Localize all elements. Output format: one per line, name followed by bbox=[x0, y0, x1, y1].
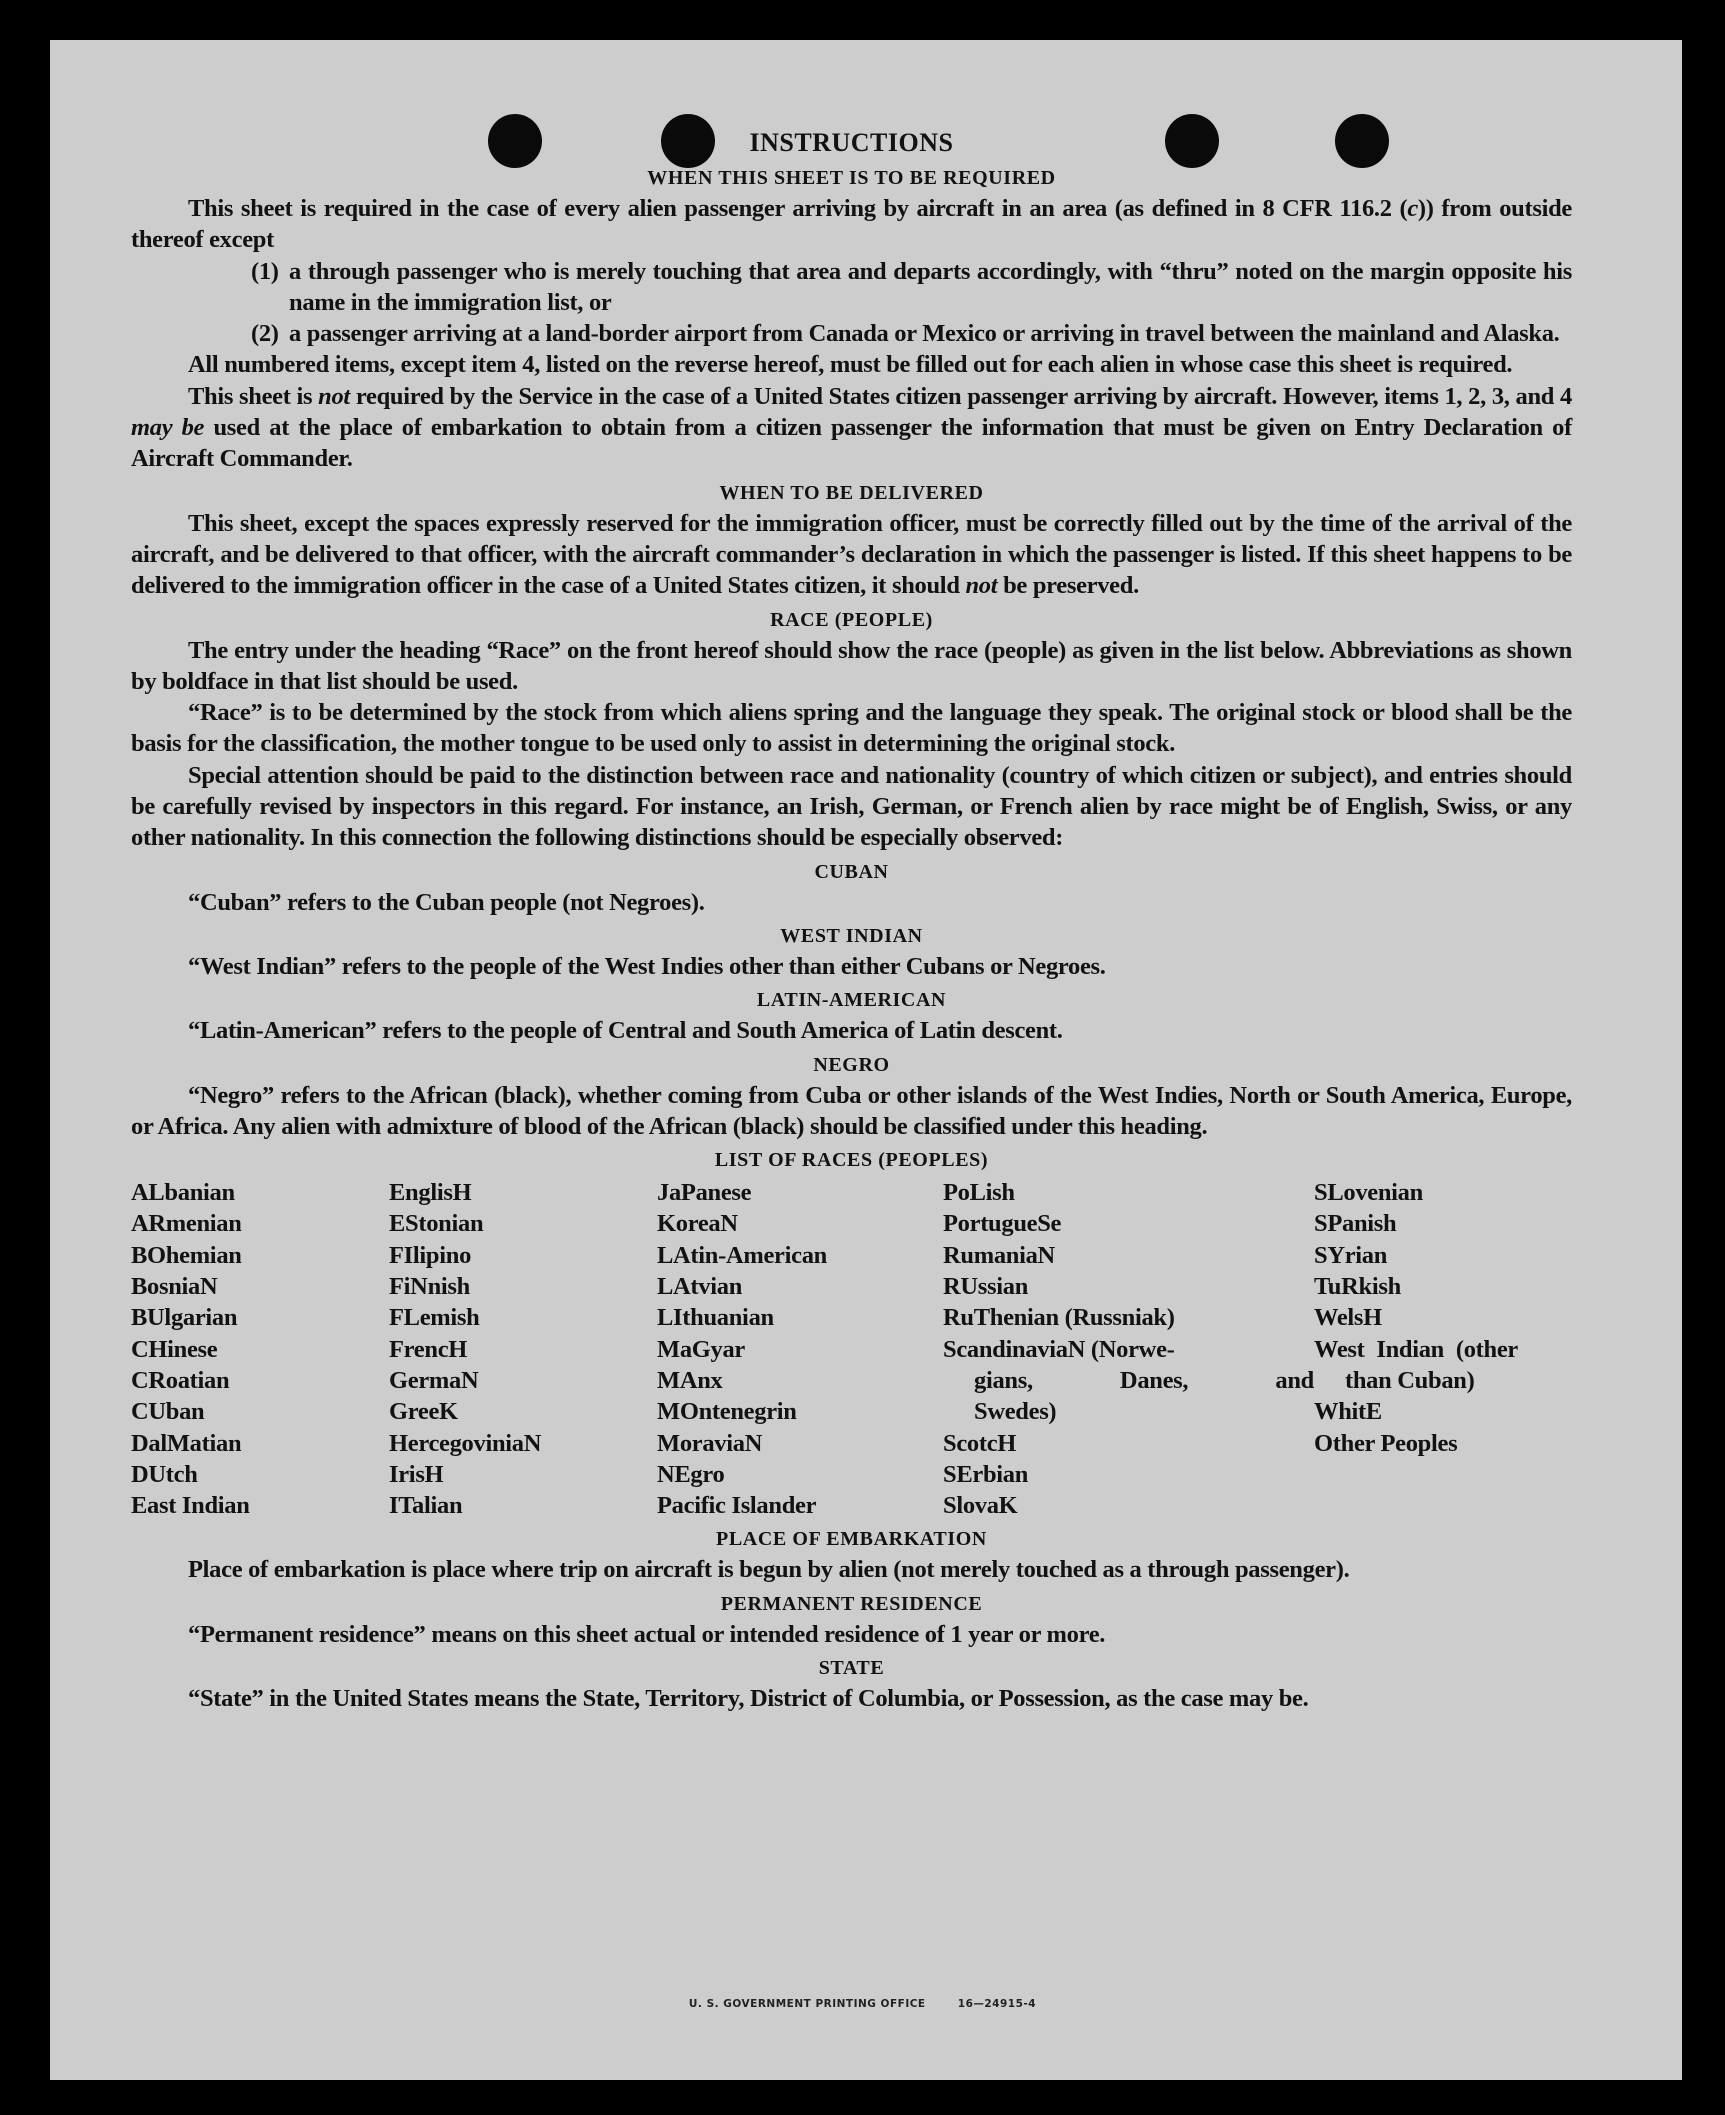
race-column bbox=[657, 1177, 943, 1521]
text-run: “Permanent residence” means on this sheet actual or intended residence of 1 year or more. bbox=[188, 1620, 1106, 1648]
paragraph bbox=[131, 1683, 1572, 1714]
item-text bbox=[289, 318, 1560, 349]
race-column bbox=[1314, 1177, 1572, 1521]
text-run: “Latin-American” refers to the people of Central and South America of Latin descent. bbox=[188, 1017, 1063, 1045]
item-number: (2) bbox=[251, 320, 279, 348]
race-entry: HercegoviniaN bbox=[389, 1429, 542, 1457]
paragraph bbox=[131, 193, 1572, 256]
race-column bbox=[943, 1177, 1314, 1521]
race-entry: FrencH bbox=[389, 1335, 468, 1363]
race-entry: CRoatian bbox=[131, 1366, 230, 1394]
paragraph bbox=[131, 951, 1572, 982]
paragraph bbox=[131, 635, 1572, 698]
section-heading: WHEN TO BE DELIVERED bbox=[719, 481, 984, 504]
race-entry bbox=[943, 1334, 1314, 1428]
after-sections bbox=[131, 1524, 1572, 1714]
race-entry: ALbanian bbox=[131, 1179, 235, 1207]
race-column bbox=[131, 1177, 389, 1521]
text-run: Special attention should be paid to the distinction between race and nationality (country of which citizen or subject), and entries should be carefully revised by inspectors in this regard. For instance, an Irish, German, or French alien by race might be of English, Swiss, or any other nationality. In this connection the following distinctions should be especially observed: bbox=[131, 761, 1572, 852]
race-entry: SYrian bbox=[1314, 1241, 1388, 1269]
race-entry: MoraviaN bbox=[657, 1429, 763, 1457]
race-entry: PoLish bbox=[943, 1179, 1015, 1207]
race-entry: East Indian bbox=[131, 1492, 250, 1520]
race-entry-line: gians, Danes, and bbox=[974, 1366, 1314, 1394]
race-entry: MAnx bbox=[657, 1366, 723, 1394]
race-entry: SErbian bbox=[943, 1460, 1029, 1488]
form-number: 16—24915-4 bbox=[957, 1998, 1037, 2010]
item-number: (1) bbox=[251, 257, 279, 285]
text-run: This sheet is required in the case of every alien passenger arriving by aircraft in an area (as defined in 8 CFR 116.2 ( bbox=[188, 195, 1408, 222]
race-entry: BUlgarian bbox=[131, 1304, 238, 1332]
race-column bbox=[389, 1177, 657, 1521]
race-entry: SPanish bbox=[1314, 1210, 1397, 1238]
text-run: required by the Service in the case of a United States citizen passenger arriving by aircraft. However, items 1, 2, 3, and 4 bbox=[349, 382, 1572, 410]
section-heading: PERMANENT RESIDENCE bbox=[720, 1592, 983, 1615]
race-entry: FLemish bbox=[389, 1304, 480, 1332]
text-run: “Cuban” refers to the Cuban people (not Negroes). bbox=[188, 888, 705, 916]
text-run: “State” in the United States means the State, Territory, District of Columbia, or Possession, as the case may be. bbox=[188, 1684, 1309, 1712]
race-entry: Pacific Islander bbox=[657, 1492, 817, 1520]
race-entry: IrisH bbox=[389, 1460, 444, 1488]
text-run: Place of embarkation is place where trip on aircraft is begun by alien (not merely touched as a through passenger). bbox=[188, 1556, 1350, 1584]
section-heading: STATE bbox=[818, 1656, 885, 1679]
race-entry: WelsH bbox=[1314, 1304, 1382, 1332]
race-entry: CHinese bbox=[131, 1335, 218, 1363]
emphasis-text: may be bbox=[131, 414, 205, 442]
race-entry: BosniaN bbox=[131, 1273, 218, 1301]
section-heading: WEST INDIAN bbox=[780, 924, 923, 947]
paragraph bbox=[131, 697, 1572, 760]
text-run: )) from outside thereof except bbox=[131, 195, 1572, 254]
race-entry-line: West Indian (other bbox=[1314, 1335, 1518, 1363]
section-heading: WHEN THIS SHEET IS TO BE REQUIRED bbox=[647, 167, 1056, 189]
paragraph bbox=[131, 349, 1572, 380]
emphasis-text: not bbox=[318, 382, 350, 410]
race-entry: FIlipino bbox=[389, 1241, 472, 1269]
race-entry: MaGyar bbox=[657, 1335, 746, 1363]
footer bbox=[0, 1998, 1725, 2010]
race-entry: TuRkish bbox=[1314, 1273, 1401, 1301]
race-entry: FiNnish bbox=[389, 1273, 470, 1301]
text-run: used at the place of embarkation to obtain from a citizen passenger the information that must be given on Entry Declaration of Aircraft Commander. bbox=[131, 414, 1572, 473]
race-entry: NEgro bbox=[657, 1460, 725, 1488]
race-entry: BOhemian bbox=[131, 1241, 242, 1269]
paragraph bbox=[131, 1554, 1572, 1585]
race-entry: ITalian bbox=[389, 1492, 463, 1520]
emphasis-text: not bbox=[965, 572, 998, 600]
item-text bbox=[289, 256, 1572, 319]
race-entry: MOntenegrin bbox=[657, 1398, 797, 1426]
race-entry: GreeK bbox=[389, 1398, 458, 1426]
race-entry: GermaN bbox=[389, 1366, 479, 1394]
text-run: a through passenger who is merely touching that area and departs accordingly, with “thru” noted on the margin opposite his name in the immigration list, or bbox=[289, 257, 1572, 316]
section-heading: PLACE OF EMBARKATION bbox=[716, 1528, 987, 1551]
sections bbox=[131, 163, 1572, 1142]
section-heading: NEGRO bbox=[813, 1053, 890, 1076]
printer-imprint: U. S. GOVERNMENT PRINTING OFFICE bbox=[688, 1998, 926, 2010]
race-entry: LIthuanian bbox=[657, 1304, 774, 1332]
race-entry-line: ScandinaviaN (Norwe- bbox=[943, 1335, 1175, 1363]
race-entry: RumaniaN bbox=[943, 1241, 1055, 1269]
race-entry: ARmenian bbox=[131, 1210, 242, 1238]
race-entry-line: Swedes) bbox=[974, 1398, 1057, 1426]
race-entry-line: than Cuban) bbox=[1345, 1366, 1475, 1394]
race-entry: DUtch bbox=[131, 1460, 198, 1488]
text-run: This sheet is bbox=[188, 382, 319, 410]
paragraph bbox=[131, 508, 1572, 602]
race-entry: Other Peoples bbox=[1314, 1429, 1458, 1457]
race-entry: LAtin-American bbox=[657, 1241, 827, 1269]
race-entry: CUban bbox=[131, 1398, 205, 1426]
race-entry: KoreaN bbox=[657, 1210, 738, 1238]
text-run: “West Indian” refers to the people of the West Indies other than either Cubans or Negroes. bbox=[188, 952, 1106, 980]
instructions-content bbox=[131, 126, 1572, 1714]
section-heading: RACE (PEOPLE) bbox=[770, 608, 933, 631]
paragraph bbox=[131, 381, 1572, 475]
text-run: This sheet, except the spaces expressly reserved for the immigration officer, must be correctly filled out by the time of the arrival of the aircraft, and be delivered to that officer, with the aircraft commander’s declaration in which the passenger is listed. If this sheet happens to be delivered to the immigration officer in the case of a United States citizen, it should bbox=[131, 509, 1572, 600]
race-entry: JaPanese bbox=[657, 1179, 752, 1207]
text-run: be preserved. bbox=[997, 572, 1139, 600]
text-run: All numbered items, except item 4, listed on the reverse hereof, must be filled out for each alien in whose case this sheet is required. bbox=[188, 351, 1513, 379]
race-entry bbox=[1314, 1334, 1572, 1397]
race-entry: EnglisH bbox=[389, 1179, 472, 1207]
paragraph bbox=[131, 1080, 1572, 1143]
text-run: “Negro” refers to the African (black), whether coming from Cuba or other islands of the West Indies, North or South America, Europe, or Africa. Any alien with admixture of blood of the African (black) should be classified under this heading. bbox=[131, 1081, 1572, 1140]
paragraph bbox=[131, 1619, 1572, 1650]
race-entry: EStonian bbox=[389, 1210, 484, 1238]
text-run: “Race” is to be determined by the stock from which aliens spring and the language they speak. The original stock or blood shall be the basis for the classification, the mother tongue to be used only to assist in determining the original stock. bbox=[131, 699, 1572, 758]
race-entry: DalMatian bbox=[131, 1429, 242, 1457]
paragraph bbox=[131, 887, 1572, 918]
text-run: a passenger arriving at a land-border airport from Canada or Mexico or arriving in travel between the mainland and Alaska. bbox=[289, 320, 1560, 348]
paragraph bbox=[131, 760, 1572, 854]
race-entry: RuThenian (Russniak) bbox=[943, 1304, 1175, 1332]
emphasis-text: c bbox=[1407, 195, 1418, 222]
race-entry: PortugueSe bbox=[943, 1210, 1062, 1238]
race-entry: SlovaK bbox=[943, 1492, 1018, 1520]
section-heading: LATIN-AMERICAN bbox=[756, 989, 947, 1012]
race-entry: RUssian bbox=[943, 1273, 1029, 1301]
race-entry: LAtvian bbox=[657, 1273, 743, 1301]
numbered-item bbox=[131, 256, 1572, 319]
section-heading: CUBAN bbox=[814, 860, 889, 883]
race-entry: SLovenian bbox=[1314, 1179, 1423, 1207]
numbered-item bbox=[131, 318, 1572, 349]
text-run: The entry under the heading “Race” on the front hereof should show the race (people) as given in the list below. Abbreviations as shown by boldface in that list should be used. bbox=[131, 636, 1572, 695]
race-entry: WhitE bbox=[1314, 1398, 1382, 1426]
race-list bbox=[131, 1177, 1572, 1521]
page-title: INSTRUCTIONS bbox=[749, 128, 954, 157]
paragraph bbox=[131, 1015, 1572, 1046]
race-list-heading: LIST OF RACES (PEOPLES) bbox=[714, 1149, 989, 1172]
race-entry: ScotcH bbox=[943, 1429, 1017, 1457]
